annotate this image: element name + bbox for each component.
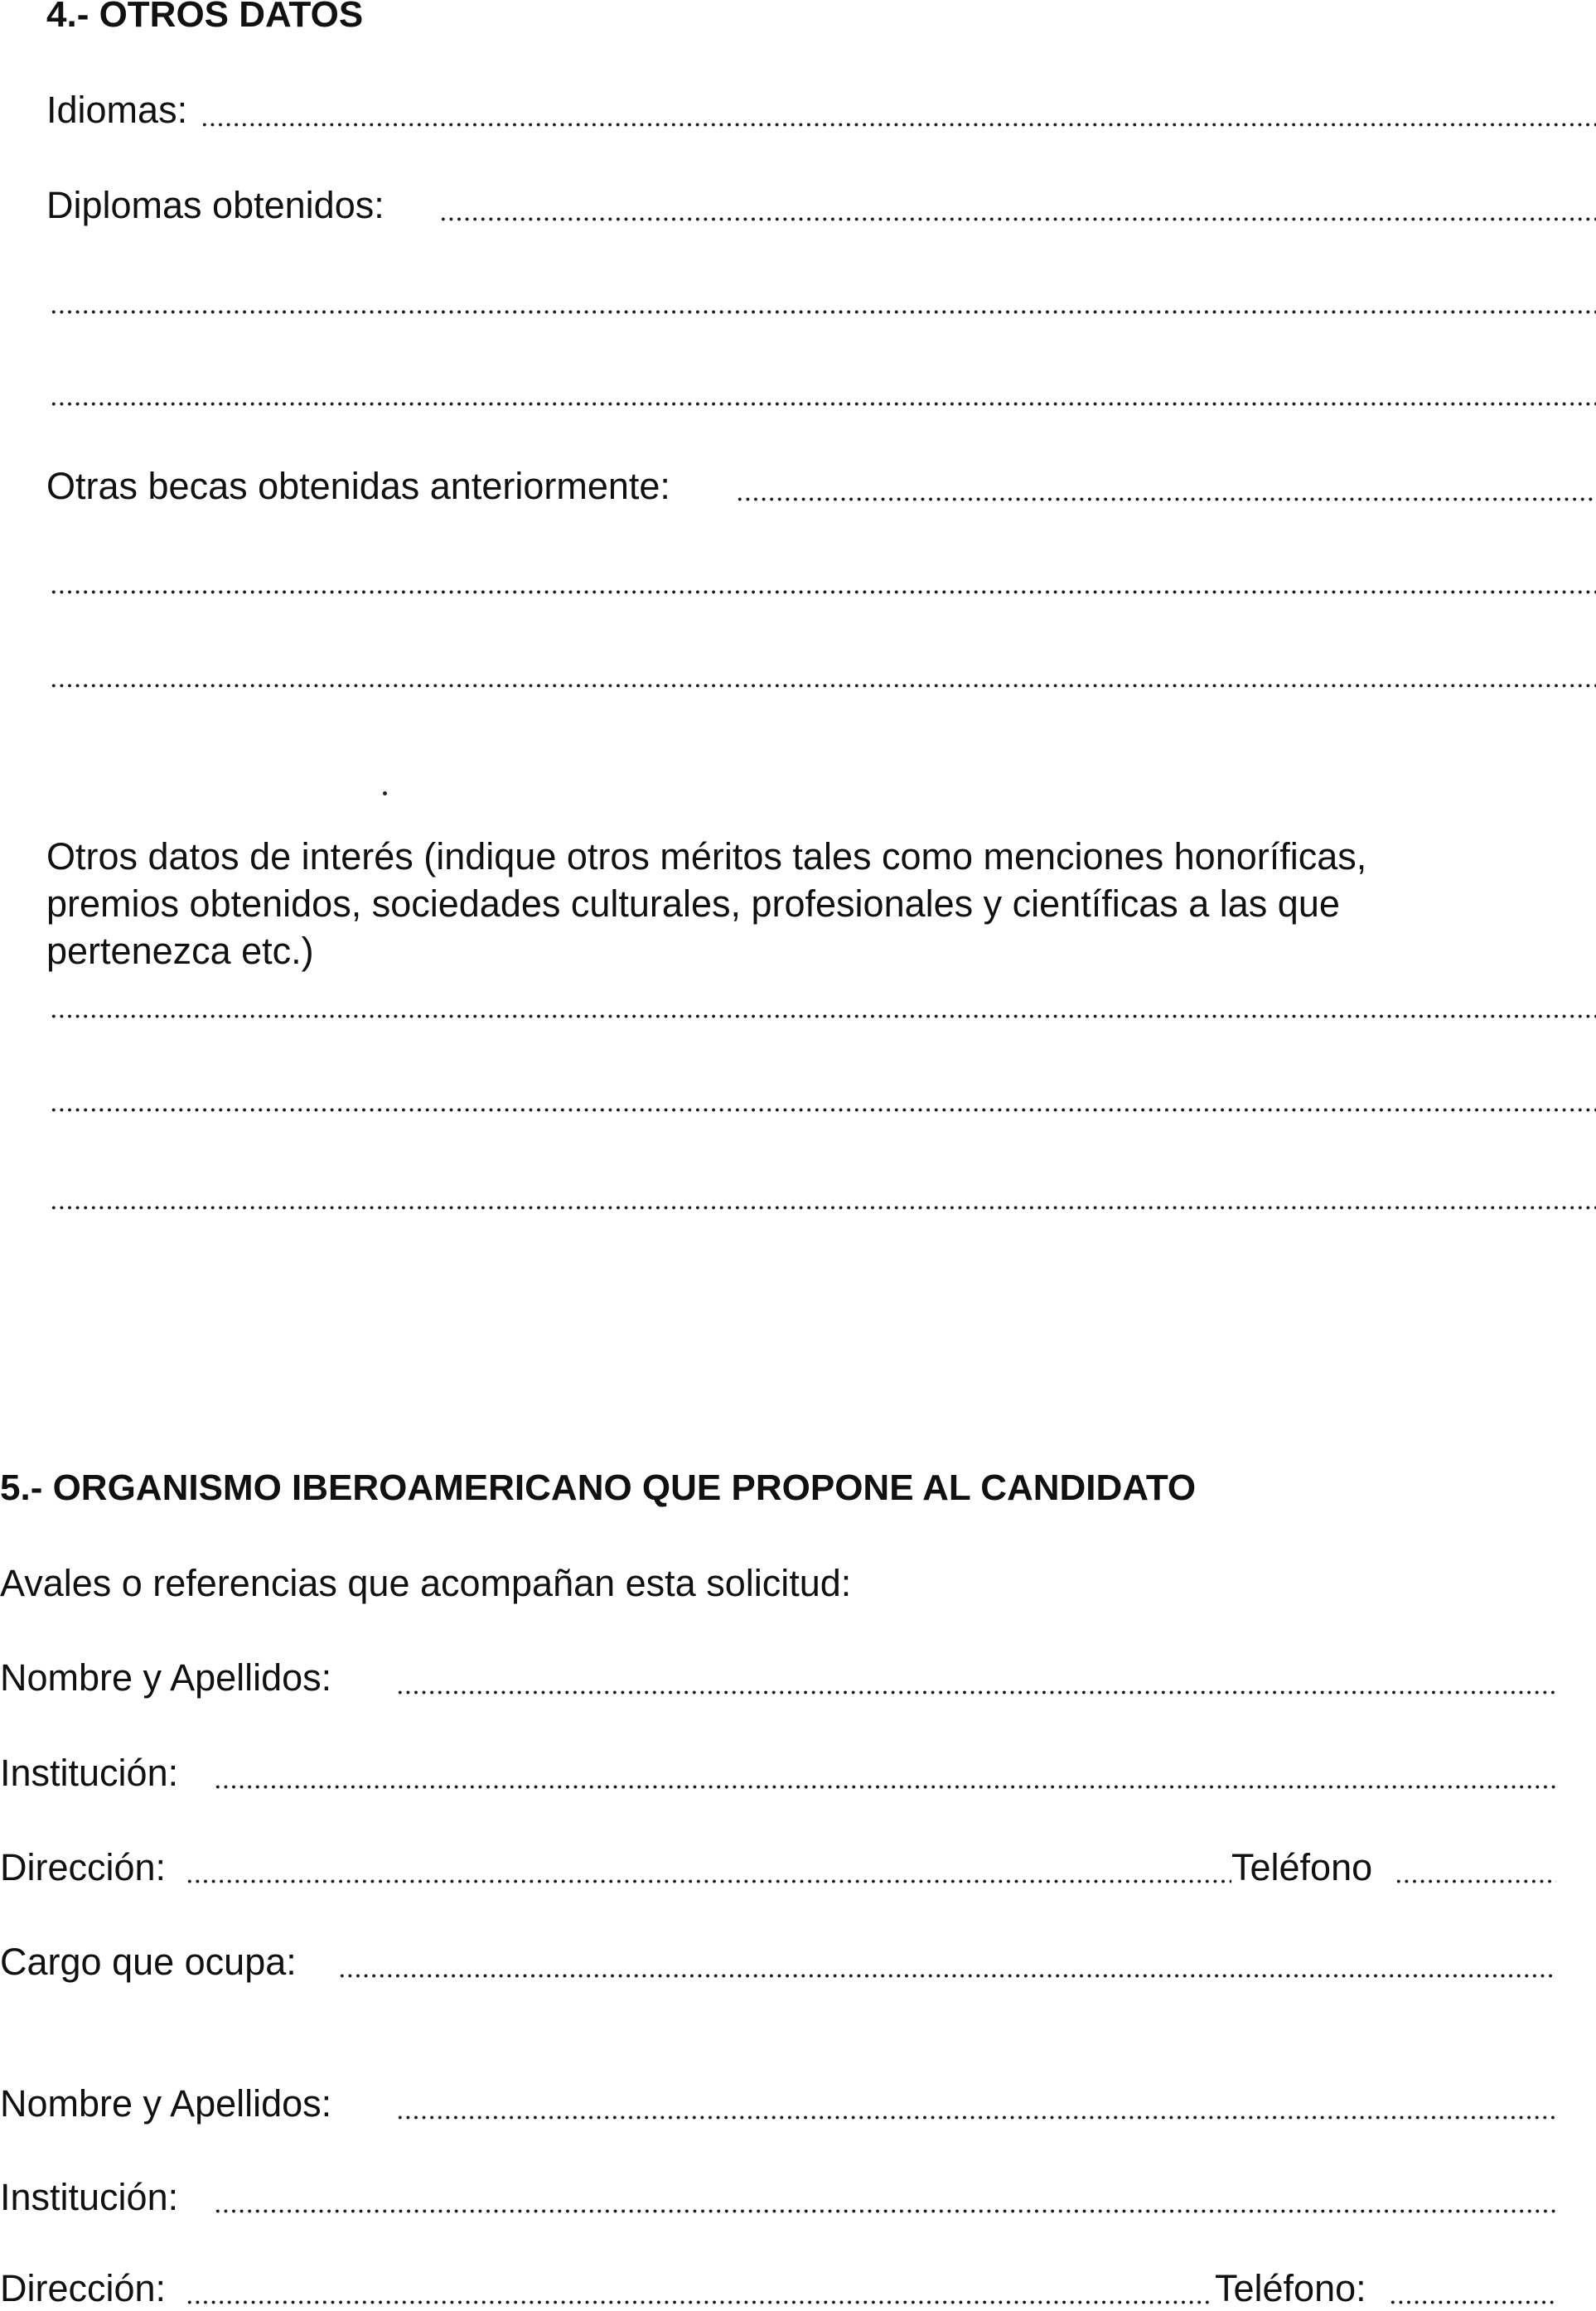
diplomas-field-line-3[interactable] bbox=[50, 402, 1596, 406]
ref1-institucion-field[interactable] bbox=[214, 1785, 1556, 1789]
becas-field-line-2[interactable] bbox=[50, 590, 1596, 594]
becas-label: Otras becas obtenidas anteriormente: bbox=[46, 465, 670, 507]
ref1-nombre-label: Nombre y Apellidos: bbox=[0, 1656, 332, 1699]
ref1-direccion-field[interactable] bbox=[186, 1879, 1231, 1883]
diplomas-field-line-2[interactable] bbox=[50, 310, 1596, 314]
diplomas-field[interactable] bbox=[439, 217, 1596, 221]
section-5-title: 5.- ORGANISMO IBEROAMERICANO QUE PROPONE AL CANDIDATO bbox=[0, 1467, 1197, 1508]
otros-datos-field[interactable] bbox=[50, 1014, 1596, 1018]
otros-datos-line-3: pertenezca etc.) bbox=[46, 930, 314, 972]
ref1-nombre-field[interactable] bbox=[396, 1690, 1556, 1695]
ref2-telefono-label: Teléfono: bbox=[1215, 2267, 1366, 2309]
section-4-title: 4.- OTROS DATOS bbox=[46, 0, 364, 35]
ref2-direccion-label: Dirección: bbox=[0, 2267, 167, 2309]
diplomas-label: Diplomas obtenidos: bbox=[46, 184, 384, 226]
becas-field[interactable] bbox=[736, 497, 1596, 501]
otros-datos-line-1: Otros datos de interés (indique otros méritos tales como menciones honoríficas, bbox=[46, 835, 1367, 878]
otros-datos-label bbox=[46, 833, 1596, 974]
ref1-telefono-label: Teléfono bbox=[1231, 1846, 1373, 1888]
avales-label: Avales o referencias que acompañan esta solicitud: bbox=[0, 1562, 852, 1604]
otros-datos-field-line-2[interactable] bbox=[50, 1108, 1596, 1112]
ref1-cargo-label: Cargo que ocupa: bbox=[0, 1941, 297, 1983]
ref2-institucion-label: Institución: bbox=[0, 2176, 179, 2218]
ref1-institucion-label: Institución: bbox=[0, 1752, 179, 1794]
otros-datos-line-2: premios obtenidos, sociedades culturales, profesionales y científicas a las que bbox=[46, 882, 1340, 925]
ref2-institucion-field[interactable] bbox=[214, 2209, 1556, 2213]
idiomas-field[interactable] bbox=[201, 123, 1596, 127]
ref2-direccion-field[interactable] bbox=[186, 2300, 1212, 2304]
becas-field-line-3[interactable] bbox=[50, 684, 1596, 688]
ref1-telefono-field[interactable] bbox=[1395, 1879, 1556, 1883]
ref2-telefono-field[interactable] bbox=[1389, 2300, 1556, 2304]
ref2-nombre-field[interactable] bbox=[396, 2115, 1556, 2120]
ref1-cargo-field[interactable] bbox=[338, 1974, 1556, 1978]
ref2-nombre-label: Nombre y Apellidos: bbox=[0, 2082, 332, 2125]
stray-mark bbox=[383, 791, 387, 795]
idiomas-label: Idiomas: bbox=[46, 89, 188, 131]
otros-datos-field-line-3[interactable] bbox=[50, 1206, 1596, 1210]
ref1-direccion-label: Dirección: bbox=[0, 1846, 167, 1888]
